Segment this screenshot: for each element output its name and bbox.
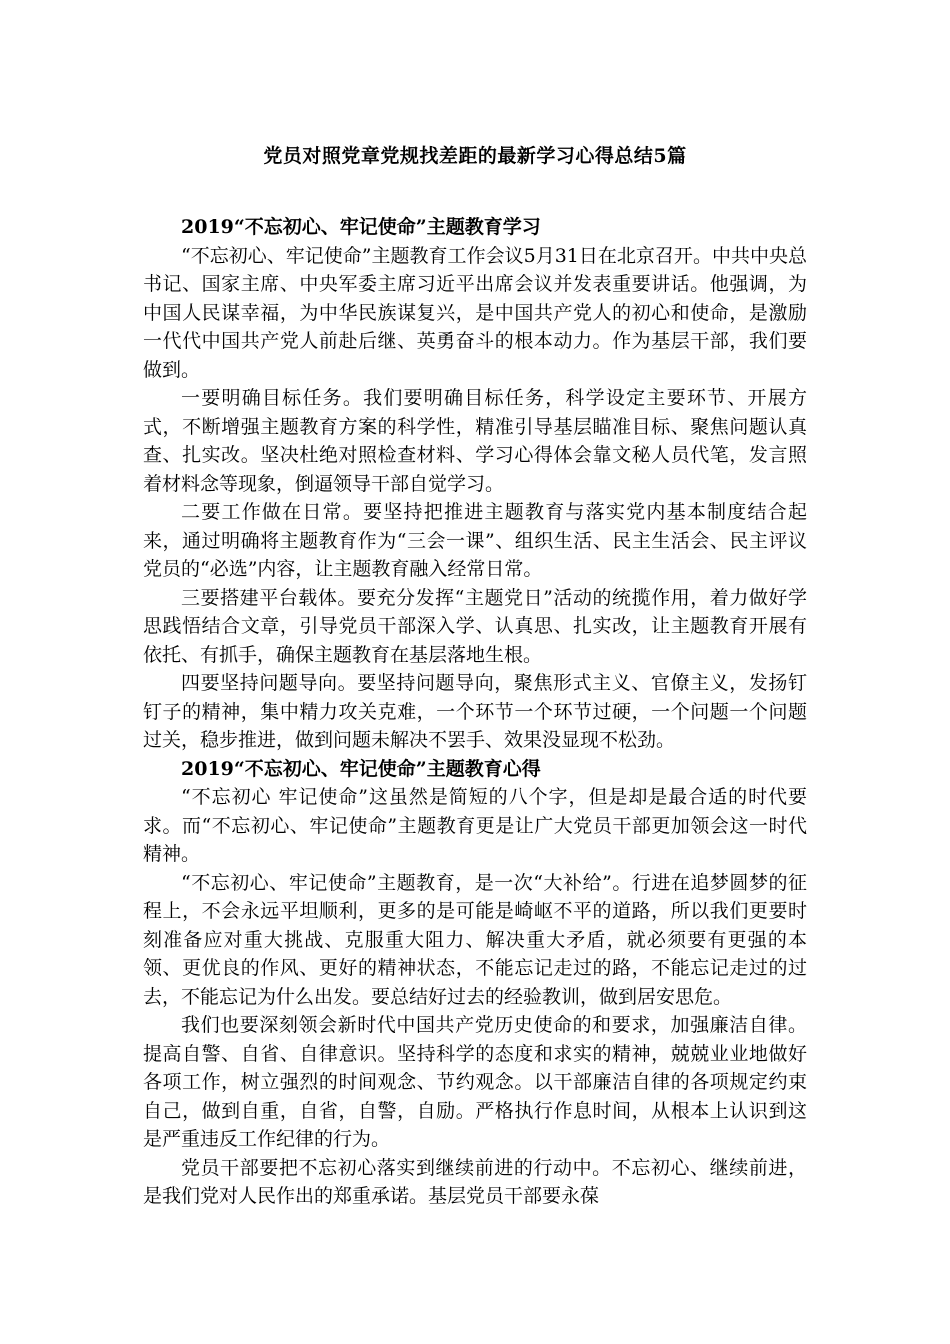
paragraph: “不忘初心、牢记使命”主题教育工作会议5月31日在北京召开。中共中央总书记、国家主席、中央军委主席习近平出席会议并发表重要讲话。他强调，为中国人民谋幸福，为中华民族谋复兴，是中国共产党人的初心和使命，是激励一代代中国共产党人前赴后继、英勇奋斗的根本动力。作为基层干部，我们要做到。: [143, 244, 807, 381]
paragraph: 三要搭建平台载体。要充分发挥“主题党日”活动的统揽作用，着力做好学思践悟结合文章，引导党员干部深入学、认真思、扎实改，让主题教育开展有依托、有抓手，确保主题教育在基层落地生根。: [143, 586, 807, 666]
paragraph: 我们也要深刻领会新时代中国共产党历史使命的和要求，加强廉洁自律。提高自警、自省、自律意识。坚持科学的态度和求实的精神，兢兢业业地做好各项工作，树立强烈的时间观念、节约观念。以干部廉洁自律的各项规定约束自己，做到自重，自省，自警，自励。严格执行作息时间，从根本上认识到这是严重违反工作纪律的行为。: [143, 1014, 807, 1150]
document-title: 党员对照党章党规找差距的最新学习心得总结5篇: [263, 145, 687, 167]
document-body: [143, 213, 807, 1211]
paragraph: 党员干部要把不忘初心落实到继续前进的行动中。不忘初心、继续前进，是我们党对人民作出的郑重承诺。基层党员干部要永葆: [143, 1156, 807, 1207]
section-heading: 2019“不忘初心、牢记使命”主题教育心得: [181, 757, 541, 780]
paragraph: “不忘初心 牢记使命”这虽然是简短的八个字，但是却是最合适的时代要求。而“不忘初心、牢记使命”主题教育更是让广大党员干部更加领会这一时代精神。: [143, 786, 807, 865]
paragraph: 二要工作做在日常。要坚持把推进主题教育与落实党内基本制度结合起来，通过明确将主题教育作为“三会一课”、组织生活、民主生活会、民主评议党员的“必选”内容，让主题教育融入经常日常。: [143, 501, 807, 580]
paragraph: 四要坚持问题导向。要坚持问题导向，聚焦形式主义、官僚主义，发扬钉钉子的精神，集中精力攻关克难，一个环节一个环节过硬，一个问题一个问题过关，稳步推进，做到问题未解决不罢手、效果没显现不松劲。: [143, 672, 807, 751]
paragraph: 一要明确目标任务。我们要明确目标任务，科学设定主要环节、开展方式，不断增强主题教育方案的科学性，精准引导基层瞄准目标、聚焦问题认真查、扎实改。坚决杜绝对照检查材料、学习心得体会靠文秘人员代笔，发言照着材料念等现象，倒逼领导干部自觉学习。: [143, 387, 807, 495]
paragraph: “不忘初心、牢记使命”主题教育，是一次“大补给”。行进在追梦圆梦的征程上，不会永远平坦顺利，更多的是可能是崎岖不平的道路，所以我们更要时刻准备应对重大挑战、克服重大阻力、解决重大矛盾，就必须要有更强的本领、更优良的作风、更好的精神状态，不能忘记走过的路，不能忘记走过的过去，不能忘记为什么出发。要总结好过去的经验教训，做到居安思危。: [143, 871, 807, 1008]
section-heading: 2019“不忘初心、牢记使命”主题教育学习: [181, 216, 541, 238]
